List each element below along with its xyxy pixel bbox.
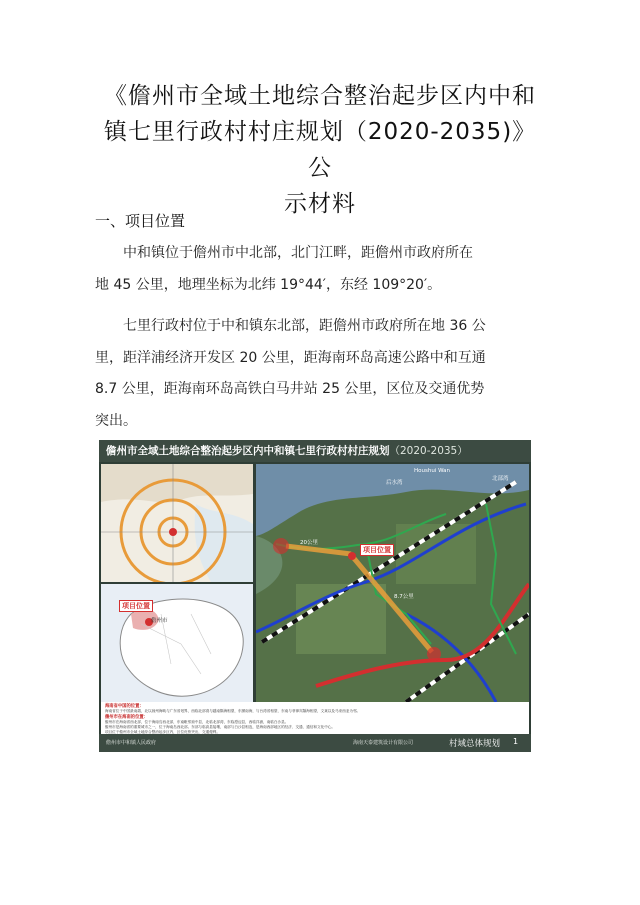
notes-heading-1: 海南省中国的位置：: [105, 704, 144, 709]
beibu-label: 北部湾: [492, 476, 509, 482]
paragraph-2-line-1: 七里行政村位于中和镇东北部，距儋州市政府所在地 36 公: [123, 318, 486, 334]
satellite-project-tag: 项目位置: [360, 544, 394, 556]
notes-line-3: 儋州市是海南省的重要城市之一，位于海南岛西北部。东部与临高县接壤，南部与白沙县相连，是海南西部地区的经济、交通、通信和文化中心。: [105, 725, 335, 729]
footer-mid: 海南天泰建筑设计有限公司: [353, 740, 414, 746]
footer-right: 村域总体规划: [449, 739, 501, 749]
sea-label: 后水湾: [386, 480, 403, 486]
notes-line-1: 海南省位于中国最南端，北以琼州海峡与广东省划界，西临北部湾与越南隔海相望，东濒南海，与台湾省相望，东南与菲律宾隔海相望，文莱以及马来西亚为邻。: [105, 709, 361, 713]
title-line-3: 示材料: [284, 191, 356, 217]
regional-location-map: [101, 464, 253, 582]
paragraph-2-line-3: 8.7 公里，距海南环岛高铁白马井站 25 公里，区位及交通优势: [95, 381, 485, 397]
paragraph-1-line-1: 中和镇位于儋州市中北部，北门江畔，距儋州市政府所在: [123, 245, 473, 261]
section-heading: 一、项目位置: [95, 212, 186, 230]
paragraph-2-line-4: 突出。: [95, 412, 137, 429]
figure-notes: [101, 702, 529, 734]
figure-header: [99, 440, 531, 462]
title-line-2: 镇七里行政村村庄规划（2020-2035)》公: [103, 119, 537, 181]
notes-line-4: 项目位于儋州市全域土地综合整治起步区内，区位优势突出，交通便利。: [105, 729, 220, 734]
satellite-map: [256, 464, 529, 702]
notes-line-2: 儋州市在海南省西北部，位于海南岛西北部，东南毗邻琼中县，北临北部湾，东临澄迈县，西临洋浦，南临白沙县。: [105, 720, 289, 724]
figure-footer: [99, 734, 531, 752]
figure-header-title: 儋州市全域土地综合整治起步区内中和镇七里行政村村庄规划: [106, 445, 390, 457]
island-map: [101, 584, 253, 702]
document-title: [95, 78, 545, 222]
notes-heading-2: 儋州市在海南的位置：: [105, 715, 148, 720]
page-number: 1: [513, 737, 519, 746]
title-line-1: 《儋州市全域土地综合整治起步区内中和: [104, 83, 536, 109]
paragraph-2-line-2: 里，距洋浦经济开发区 20 公里，距海南环岛高速公路中和互通: [95, 349, 486, 366]
paragraph-1: [95, 238, 545, 301]
footer-left: 儋州市中和镇人民政府: [106, 740, 157, 746]
distance-label-1: 20公里: [300, 540, 318, 546]
figure-header-years: （2020-2035）: [389, 445, 468, 457]
island-project-tag: 项目位置: [119, 600, 153, 612]
island-city-label: 儋州市: [151, 618, 168, 624]
bay-label: Houshui Wan: [414, 468, 451, 474]
location-figure: [99, 440, 531, 752]
paragraph-1-line-2: 地 45 公里，地理坐标为北纬 19°44′，东经 109°20′。: [95, 276, 442, 293]
distance-label-2: 8.7公里: [394, 594, 414, 600]
satellite-map-graphic: [256, 464, 529, 702]
paragraph-2: [95, 311, 545, 437]
regional-map-graphic: [101, 464, 253, 582]
